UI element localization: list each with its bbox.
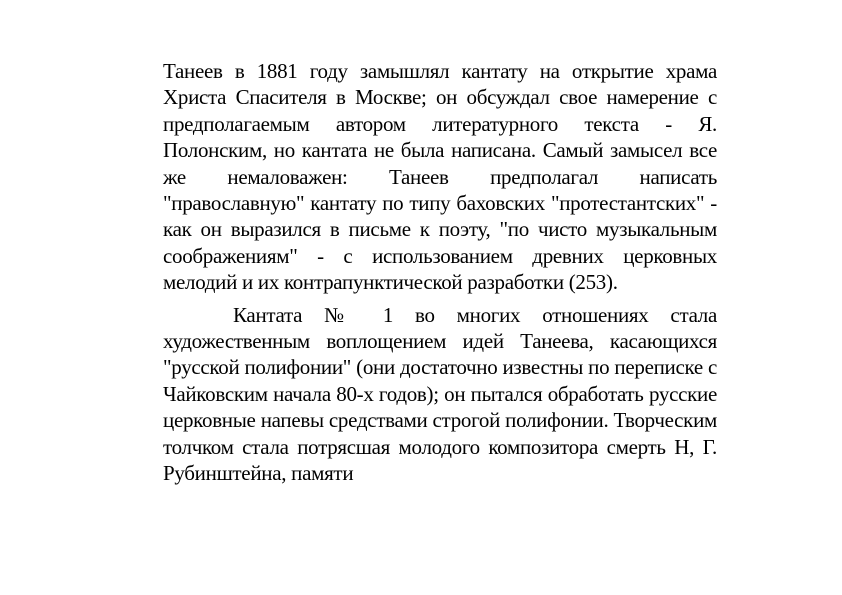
document-body bbox=[163, 58, 717, 487]
paragraph-1: Танеев в 1881 году замышлял кантату на открытие храма Христа Спасителя в Москве; он обсуждал свое намерение с предполагаемым автором литературного текста - Я. Полонским, но кантата не была написана. Самый замысел все же немаловажен: Танеев предполагал написать "православную" кантату по типу баховских "протестантских" - как он выразился в письме к поэту, "по чисто музыкальным соображениям" - с использованием древних церковных мелодий и их контрапунктической разработки (253). bbox=[163, 59, 717, 295]
paragraph-2: Кантата № 1 во многих отношениях стала художественным воплощением идей Танеева, касающихся "русской полифонии" (они достаточно известны по переписке с Чайковским начала 80-х годов); он пытался обработать русские церковные напевы средствами строгой полифонии. Творческим толчком стала потрясшая молодого композитора смерть Н, Г. Рубинштейна, памяти bbox=[163, 302, 717, 486]
